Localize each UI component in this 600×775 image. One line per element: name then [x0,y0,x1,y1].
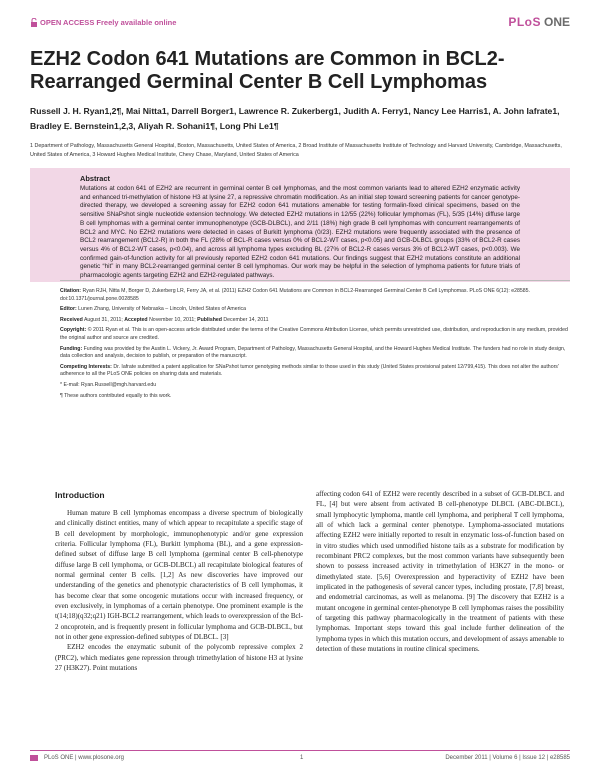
footer-issue: December 2011 | Volume 6 | Issue 12 | e28585 [445,755,570,761]
open-lock-icon [30,18,38,27]
affiliations: 1 Department of Pathology, Massachusetts General Hospital, Boston, Massachusetts, United States of America, 2 Broad Institute of Massachusetts Institute of Technology and Harvard University, Cambridge, Massachusetts, United States of America, 3 Howard Hughes Medical Institute, Chevy Chase, Maryland, United States of America [30,143,562,158]
editor-block: Editor: Lunen Zhang, University of Nebraska – Lincoln, United States of America [60,306,246,313]
competing-interests-block: Competing Interests: Dr. Iafrate submitted a patent application for SNaPshot tumor genotyping methods similar to those used in this study (United States provisional patent 12/799,415). This does not alter the authors' adherence to all the PLoS ONE policies on sharing data and materials. [60,363,559,378]
open-access-label: OPEN ACCESS Freely available online [30,18,176,27]
paragraph: affecting codon 641 of EZH2 were recently described in a subset of GCB-DLBCL and FL, [4] but were absent from activated B cell-phenotype DLBCL (ABC-DLBCL), small lymphocytic lymphoma, mantle cell lymphoma, and peripheral T cell lymphoma, all of which lack a germinal center phenotype. Lymphoma-associated mutations affecting EZH2 were initially reported to result in enzymatic loss-of-function based on in vitro studies which used unmodified histone tails as a substrate for modification by recombinant PRC2 complexes, but the most common variants have subsequently been shown to possess increased activity in trimethylation of H3K27 in the mono- or dimethylated state. [5,6] Overexpression and hyperactivity of EZH2 have been implicated in the pathogenesis of several cancer types, including prostate, [7,8] breast, and endometrial carcinomas, as well as melanoma. [9] The discovery that EZH2 is a mutant oncogene in germinal center-phenotype B cell lymphomas raises the possibility of targeting this pathway pharmacologically in the treatment of patients with these lymphomas. Important steps toward this goal include further delineation of the lymphoma types in which this mutation occurs, and development of assays amenable to detection of these mutations in routine clinical specimens. [316,490,564,654]
author-list: Russell J. H. Ryan1,2¶, Mai Nitta1, Darrell Borger1, Lawrence R. Zukerberg1, Judith A. Ferry1, Nancy Lee Harris1, A. John Iafrate1, Bradley E. Bernstein1,2,3, Aliyah R. Sohani1¶, Long Phi Le1¶ [30,106,560,131]
page-footer [30,750,570,762]
article-title: EZH2 Codon 641 Mutations are Common in BCL2-Rearranged Germinal Center B Cell Lymphomas [30,48,505,93]
equal-contribution-note: ¶ These authors contributed equally to this work. [60,392,172,399]
abstract-box [30,168,570,282]
abstract-body: Mutations at codon 641 of EZH2 are recurrent in germinal center B cell lymphomas, and the most common variants lead to altered EZH2 enzymatic activity and enhanced tri-methylation of histone H3 at lysine 27, a repressive chromatin modification. As an initial step toward screening patients for cancer genotype-directed therapy, we developed a screening assay for EZH2 codon 641 mutations amenable for testing formalin-fixed clinical specimens, based on the sensitive SNaPshot single nucleotide extension technology. We detected EZH2 mutations in 12/55 (22%) follicular lymphomas (FL), 5/35 (14%) diffuse large B cell lymphomas with a germinal center immunophenotype (GCB-DLBCL), and 2/11 (18%) high grade B cell lymphomas with concurrent rearrangements of BCL2 and MYC. No EZH2 mutations were detected in cases of Burkitt lymphoma (0/23). EZH2 mutations were frequently associated with the presence of BCL2 rearrangement (BCL2-R) in both the FL (28% of BCL-R cases versus 0% of BCL2-WT cases, p<0.05) and GCB-DLBCL groups (33% of BCL2-R cases versus 4% of BCL2-WT cases, p<0.04), and across all lymphoma types excluding BL (27% of BCL2-R cases versus 3% of BCL2-WT cases, p<0.003). We confirmed gain-of-function activity for all previously reported EZH2 codon 641 mutations. Our findings suggest that EZH2 mutations constitute an additional genetic “hit” in many BCL2-rearranged germinal center B cell lymphomas. Our work may be helpful in the selection of lymphoma patients for future trials of pharmacologic agents targeting EZH2 and EZH2-regulated pathways. [80,185,520,280]
email-line: * E-mail: Ryan.Russell@mgh.harvard.edu [60,381,157,388]
introduction-heading: Introduction [55,490,105,500]
page-header [30,15,570,37]
footer-page-number: 1 [300,755,304,761]
footer-journal: PLoS ONE | www.plosone.org [44,755,124,761]
paragraph: Human mature B cell lymphomas encompass a diverse spectrum of biologically and clinically distinct entities, many of which appear to recapitulate a specific stage of B cell development by morphologic, immunophenotypic and/or gene expression criteria. Follicular lymphoma (FL), Burkitt lymphoma (BL), and a gene expression-defined subset of diffuse large B cell lymphoma (germinal center B cell-phenotype diffuse large B cell lymphoma, or GCB-DLBCL) all recapitulate biological features of normal germinal center B cells. [1,2] As new discoveries have improved our understanding of the genetics and phenotypic characteristics of B cell lymphomas, it has become clear that some oncogenic mutations occur with increased frequency, or even exclusively, in lymphomas of a certain phenotype. One prominent example is the t(14;18)(q32;q21) IGH-BCL2 rearrangement, which leads to overexpression of the Bcl-2 oncoprotein, and is frequently present in follicular lymphoma and GCB-DLBCL, but not in other gene expression-defined subtypes of DLBCL. [3] [55,509,303,642]
logo-plos: PLoS [508,15,541,29]
left-column [55,508,303,674]
dates-block: Received August 31, 2011; Accepted November 10, 2011; Published December 14, 2011 [60,316,269,323]
abstract-heading: Abstract [80,174,110,183]
footer-color-mark [30,755,38,761]
citation-block: Citation: Ryan RJH, Nitta M, Borger D, Zukerberg LR, Ferry JA, et al. (2011) EZH2 Codon 641 Mutations are Common in BCL2-Rearranged Germinal Center B Cell Lymphomas. PLoS ONE 6(12): e28585. doi:10.1371/journal.pone.0028585 [60,288,530,302]
divider [60,280,570,281]
logo-one: ONE [543,15,570,29]
funding-block: Funding: Funding was provided by the Austin L. Vickery, Jr. Award Program, Department of Pathology, Massachusetts General Hospital, and the Howard Hughes Medical Institute. The funders had no role in study design, data collection and analysis, decision to publish, or preparation of the manuscript. [60,345,566,360]
plos-one-logo [508,15,570,29]
paragraph: EZH2 encodes the enzymatic subunit of the polycomb repressive complex 2 (PRC2), which mediates gene repression through trimethylation of histone H3 at lysine 27 (H3K27). Point mutations [55,643,303,673]
copyright-block: Copyright: © 2011 Ryan et al. This is an open-access article distributed under the terms of the Creative Commons Attribution License, which permits unrestricted use, distribution, and reproduction in any medium, provided the original author and source are credited. [60,327,568,341]
right-column [316,489,564,655]
article-metadata [60,288,570,403]
